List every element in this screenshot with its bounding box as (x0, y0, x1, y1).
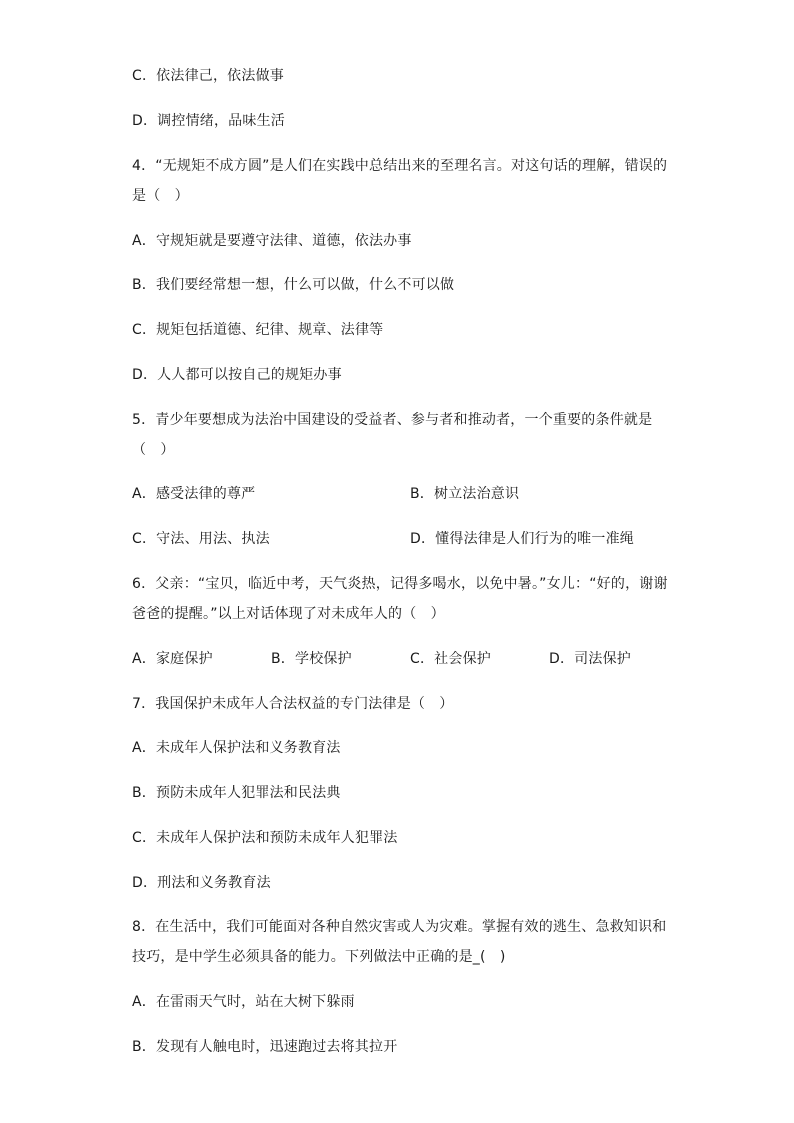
q6-stem-line-2: 爸爸的提醒。”以上对话体现了对未成年人的（ ） (132, 606, 445, 622)
q7-option-a: A．未成年人保护法和义务教育法 (132, 740, 341, 756)
q4-option-d: D．人人都可以按自己的规矩办事 (132, 367, 342, 383)
q7-stem: 7．我国保护未成年人合法权益的专门法律是（ ） (132, 696, 454, 712)
q8-option-a: A．在雷雨天气时，站在大树下躲雨 (132, 994, 355, 1010)
q4-option-c: C．规矩包括道德、纪律、规章、法律等 (132, 322, 384, 338)
q5-option-d: D．懂得法律是人们行为的唯一准绳 (410, 531, 634, 547)
q5-option-a: A．感受法律的尊严 (132, 486, 256, 502)
q3-option-c: C．依法律己，依法做事 (132, 68, 284, 84)
q6-option-c: C．社会保护 (410, 651, 491, 667)
q6-option-a: A．家庭保护 (132, 651, 213, 667)
q8-option-b: B．发现有人触电时，迅速跑过去将其拉开 (132, 1039, 398, 1055)
q4-option-a: A．守规矩就是要遵守法律、道德，依法办事 (132, 233, 412, 249)
q4-option-b: B．我们要经常想一想，什么可以做，什么不可以做 (132, 277, 455, 293)
q3-option-d: D．调控情绪，品味生活 (132, 113, 285, 129)
q7-option-c: C．未成年人保护法和预防未成年人犯罪法 (132, 830, 398, 846)
q8-stem-line-2: 技巧，是中学生必须具备的能力。下列做法中正确的是_( ) (132, 949, 506, 965)
q6-option-d: D．司法保护 (549, 651, 631, 667)
q4-stem-line-1: 4．“无规矩不成方圆”是人们在实践中总结出来的至理名言。对这句话的理解，错误的 (132, 158, 668, 174)
q5-option-c: C．守法、用法、执法 (132, 531, 270, 547)
q5-stem-line-1: 5．青少年要想成为法治中国建设的受益者、参与者和推动者，一个重要的条件就是 (132, 412, 653, 428)
q4-stem-line-2: 是（ ） (132, 188, 189, 204)
q7-option-b: B．预防未成年人犯罪法和民法典 (132, 785, 341, 801)
q5-stem-line-2: （ ） (132, 442, 175, 458)
q8-stem-line-1: 8．在生活中，我们可能面对各种自然灾害或人为灾难。掌握有效的逃生、急救知识和 (132, 919, 667, 935)
q6-stem-line-1: 6．父亲：“宝贝，临近中考，天气炎热，记得多喝水，以免中暑。”女儿：“好的，谢谢 (132, 576, 668, 592)
q6-option-b: B．学校保护 (271, 651, 352, 667)
q5-option-b: B．树立法治意识 (410, 486, 520, 502)
q7-option-d: D．刑法和义务教育法 (132, 875, 271, 891)
